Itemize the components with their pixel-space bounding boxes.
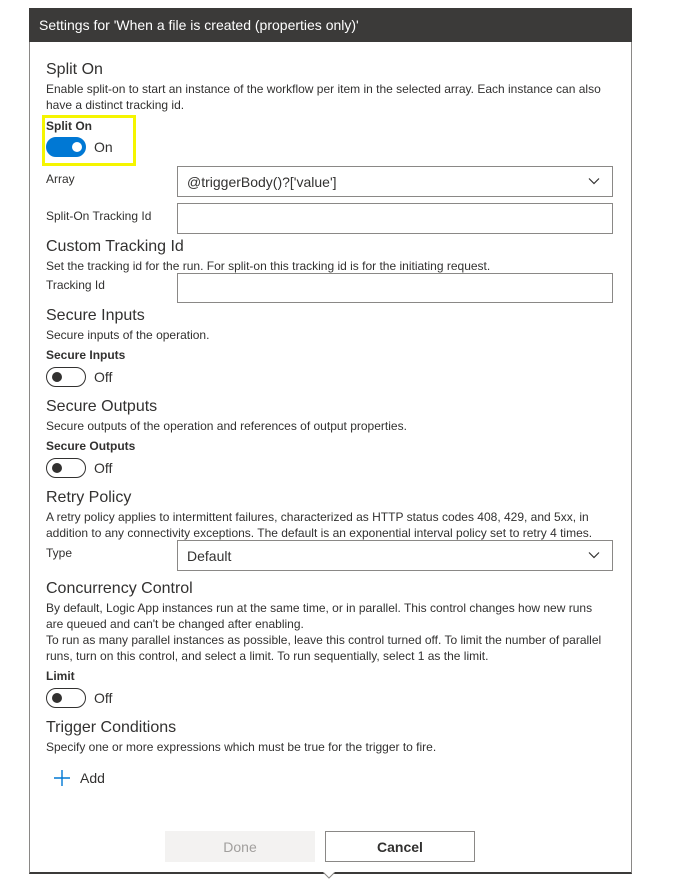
retry-policy-heading: Retry Policy bbox=[46, 489, 132, 506]
concurrency-description-1: By default, Logic App instances run at the same time, or in parallel. This control changes how new runs are queued and can't be changed after enabling. bbox=[46, 601, 593, 631]
secure-inputs-toggle-state: Off bbox=[94, 369, 113, 385]
tracking-id-label: Tracking Id bbox=[46, 278, 105, 292]
array-label: Array bbox=[46, 172, 75, 186]
secure-outputs-description: Secure outputs of the operation and references of output properties. bbox=[46, 419, 407, 433]
array-value: @triggerBody()?['value'] bbox=[187, 174, 337, 190]
custom-tracking-description: Set the tracking id for the run. For split-on this tracking id is for the initiating request. bbox=[46, 259, 491, 273]
secure-outputs-toggle-state: Off bbox=[94, 460, 113, 476]
secure-inputs-toggle-label: Secure Inputs bbox=[46, 348, 126, 362]
toggle-knob bbox=[52, 693, 62, 703]
secure-inputs-description: Secure inputs of the operation. bbox=[46, 328, 210, 342]
add-label: Add bbox=[80, 770, 105, 786]
retry-type-dropdown[interactable] bbox=[177, 540, 613, 571]
trigger-conditions-heading: Trigger Conditions bbox=[46, 719, 177, 736]
array-dropdown[interactable] bbox=[177, 166, 613, 197]
chevron-down-icon bbox=[588, 175, 600, 187]
retry-type-value: Default bbox=[187, 548, 232, 564]
secure-inputs-toggle[interactable] bbox=[46, 367, 86, 387]
split-on-description: Enable split-on to start an instance of the workflow per item in the selected array. Each instance can also have a distinct tracking id. bbox=[46, 82, 601, 112]
custom-tracking-heading: Custom Tracking Id bbox=[46, 238, 184, 255]
cancel-button[interactable]: Cancel bbox=[325, 831, 475, 862]
toggle-knob bbox=[52, 463, 62, 473]
connector-arrow bbox=[323, 872, 335, 880]
dialog-title: Settings for 'When a file is created (properties only)' bbox=[29, 8, 632, 42]
split-on-toggle[interactable] bbox=[46, 137, 86, 157]
trigger-conditions-description: Specify one or more expressions which must be true for the trigger to fire. bbox=[46, 740, 437, 754]
secure-outputs-toggle[interactable] bbox=[46, 458, 86, 478]
limit-toggle-label: Limit bbox=[46, 669, 75, 683]
limit-toggle[interactable] bbox=[46, 688, 86, 708]
retry-policy-description: A retry policy applies to intermittent failures, characterized as HTTP status codes 408, 429, and 5xx, in addition to any connectivity exceptions. The default is an exponential interval policy set to retry 4 times. bbox=[46, 510, 593, 540]
concurrency-description-2: To run as many parallel instances as possible, leave this control turned off. To limit the number of parallel runs, turn on this control, and select a limit. To run sequentially, select 1 as the limit. bbox=[46, 633, 602, 663]
tracking-id-input[interactable] bbox=[177, 273, 613, 303]
secure-outputs-toggle-label: Secure Outputs bbox=[46, 439, 136, 453]
plus-icon bbox=[54, 770, 70, 786]
chevron-down-icon bbox=[588, 549, 600, 561]
secure-inputs-heading: Secure Inputs bbox=[46, 307, 145, 324]
split-on-tracking-label: Split-On Tracking Id bbox=[46, 209, 152, 223]
limit-toggle-state: Off bbox=[94, 690, 113, 706]
split-on-toggle-state: On bbox=[94, 139, 113, 155]
concurrency-heading: Concurrency Control bbox=[46, 580, 193, 597]
toggle-knob bbox=[52, 372, 62, 382]
toggle-knob bbox=[72, 142, 82, 152]
done-button[interactable]: Done bbox=[165, 831, 315, 862]
retry-type-label: Type bbox=[46, 546, 73, 560]
settings-dialog bbox=[29, 8, 632, 874]
secure-outputs-heading: Secure Outputs bbox=[46, 398, 158, 415]
split-on-toggle-label: Split On bbox=[46, 119, 92, 133]
split-on-heading: Split On bbox=[46, 61, 103, 78]
split-on-tracking-input[interactable] bbox=[177, 203, 613, 234]
